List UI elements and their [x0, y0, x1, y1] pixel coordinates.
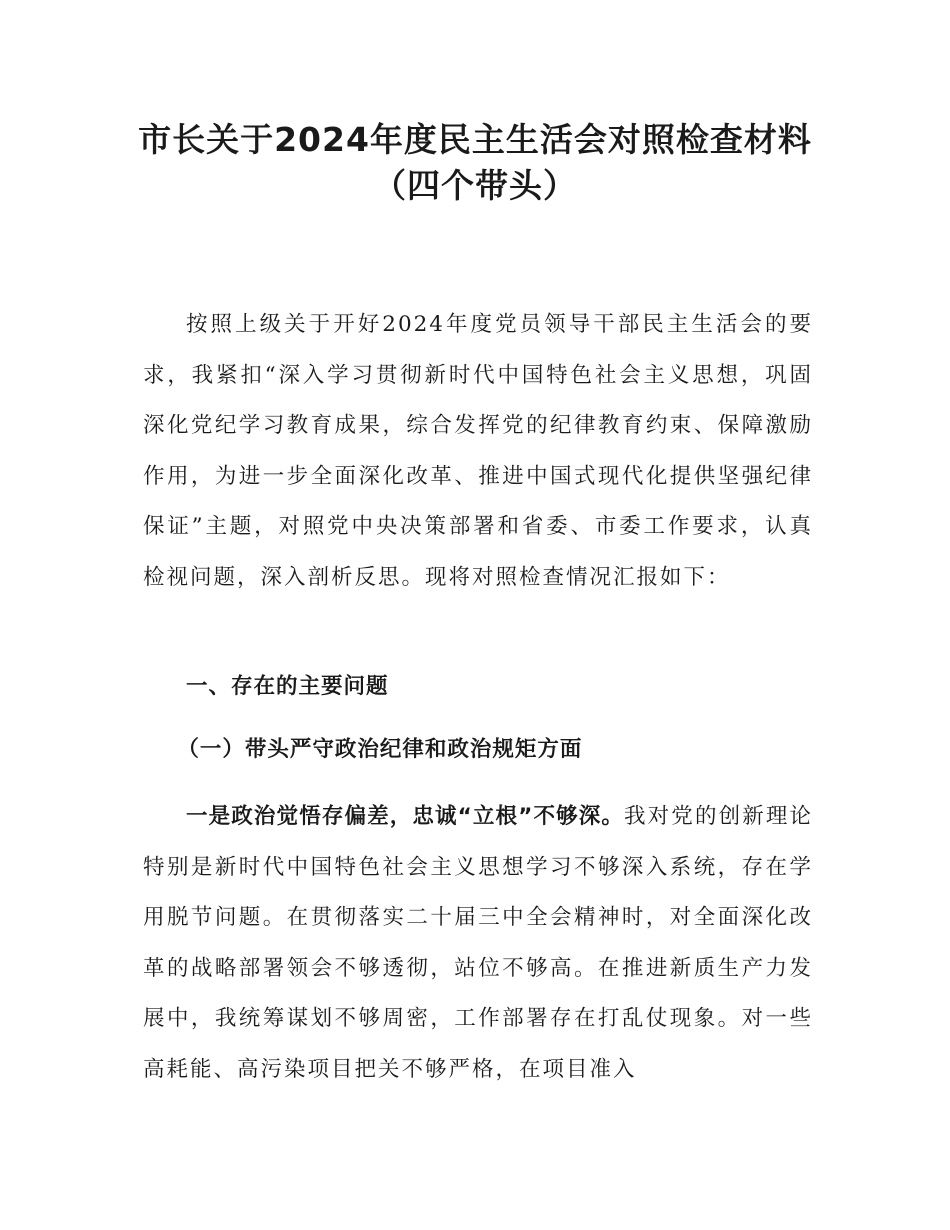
document-title: 市长关于2024年度民主生活会对照检查材料 — [138, 120, 812, 159]
point-one-lead: 一是政治觉悟存偏差，忠诚“立根”不够深。 — [186, 804, 625, 829]
section-heading: 一、存在的主要问题 — [186, 674, 389, 699]
point-one-text: 我对党的创新理论特别是新时代中国特色社会主义思想学习不够深入系统，存在学用脱节问题。在贯彻落实二十届三中全会精神时，对全面深化改革的战略部署领会不够透彻，站位不够高。在推进新质生产力发展中，我统筹谋划不够周密，工作部署存在打乱仗现象。对一些高耗能、高污染项目把关不够严格，在项目准入 — [143, 804, 813, 1082]
intro-paragraph: 按照上级关于开好2024年度党员领导干部民主生活会的要求，我紧扣“深入学习贯彻新时代中国特色社会主义思想，巩固深化党纪学习教育成果，综合发挥党的纪律教育约束、保障激励作用，为进一步全面深化改革、推进中国式现代化提供坚强纪律保证”主题，对照党中央决策部署和省委、市委工作要求，认真检视问题，深入剖析反思。现将对照检查情况汇报如下： — [143, 312, 813, 590]
document-subtitle: （四个带头） — [373, 166, 577, 205]
point-one-paragraph — [143, 792, 813, 1095]
subsection-heading: （一）带头严守政治纪律和政治规矩方面 — [177, 737, 583, 762]
